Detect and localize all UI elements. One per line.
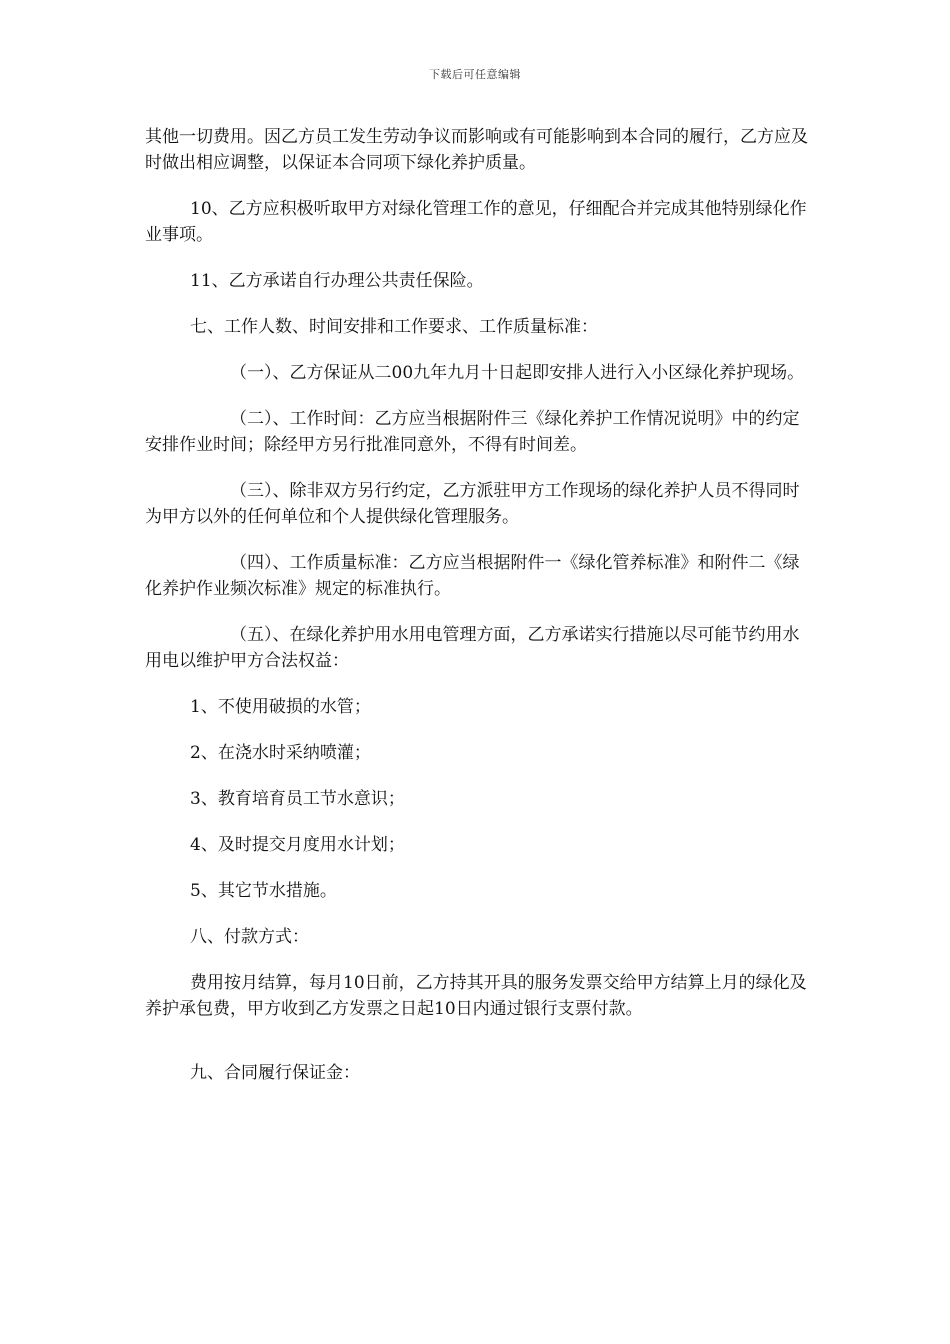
paragraph-sub-2: （二）、工作时间：乙方应当根据附件三《绿化养护工作情况说明》中的约定安排作业时间；除经甲方另行批准同意外，不得有时间差。 [145,409,800,455]
paragraph-item-11: 11、乙方承诺自行办理公共责任保险。 [190,271,484,291]
paragraph-continuation: 其他一切费用。因乙方员工发生劳动争议而影响或有可能影响到本合同的履行，乙方应及时做出相应调整，以保证本合同项下绿化养护质量。 [145,127,808,173]
list-item-3: 3、教育培育员工节水意识； [190,789,405,809]
section-spacer [145,1042,810,1060]
paragraph-sub-4: （四）、工作质量标准：乙方应当根据附件一《绿化管养标准》和附件二《绿化养护作业频次标准》规定的标准执行。 [145,553,800,599]
page-header-note: 下载后可任意编辑 [429,68,521,81]
section-heading-7: 七、工作人数、时间安排和工作要求、工作质量标准： [190,317,599,337]
paragraph-sub-5: （五）、在绿化养护用水用电管理方面，乙方承诺实行措施以尽可能节约用水用电以维护甲方合法权益： [145,625,800,671]
section-heading-9: 九、合同履行保证金： [190,1063,361,1083]
list-item-2: 2、在浇水时采纳喷灌； [190,743,371,763]
paragraph-payment: 费用按月结算，每月10日前，乙方持其开具的服务发票交给甲方结算上月的绿化及养护承包费，甲方收到乙方发票之日起10日内通过银行支票付款。 [145,973,807,1019]
list-item-1: 1、不使用破损的水管； [190,697,371,717]
list-item-4: 4、及时提交月度用水计划； [190,835,405,855]
section-heading-8: 八、付款方式： [190,927,310,947]
paragraph-item-10: 10、乙方应积极听取甲方对绿化管理工作的意见，仔细配合并完成其他特别绿化作业事项。 [145,199,807,245]
paragraph-sub-3: （三）、除非双方另行约定，乙方派驻甲方工作现场的绿化养护人员不得同时为甲方以外的任何单位和个人提供绿化管理服务。 [145,481,800,527]
paragraph-sub-1: （一）、乙方保证从二00九年九月十日起即安排人进行入小区绿化养护现场。 [230,363,805,383]
list-item-5: 5、其它节水措施。 [190,881,337,901]
document-body [145,124,810,1106]
